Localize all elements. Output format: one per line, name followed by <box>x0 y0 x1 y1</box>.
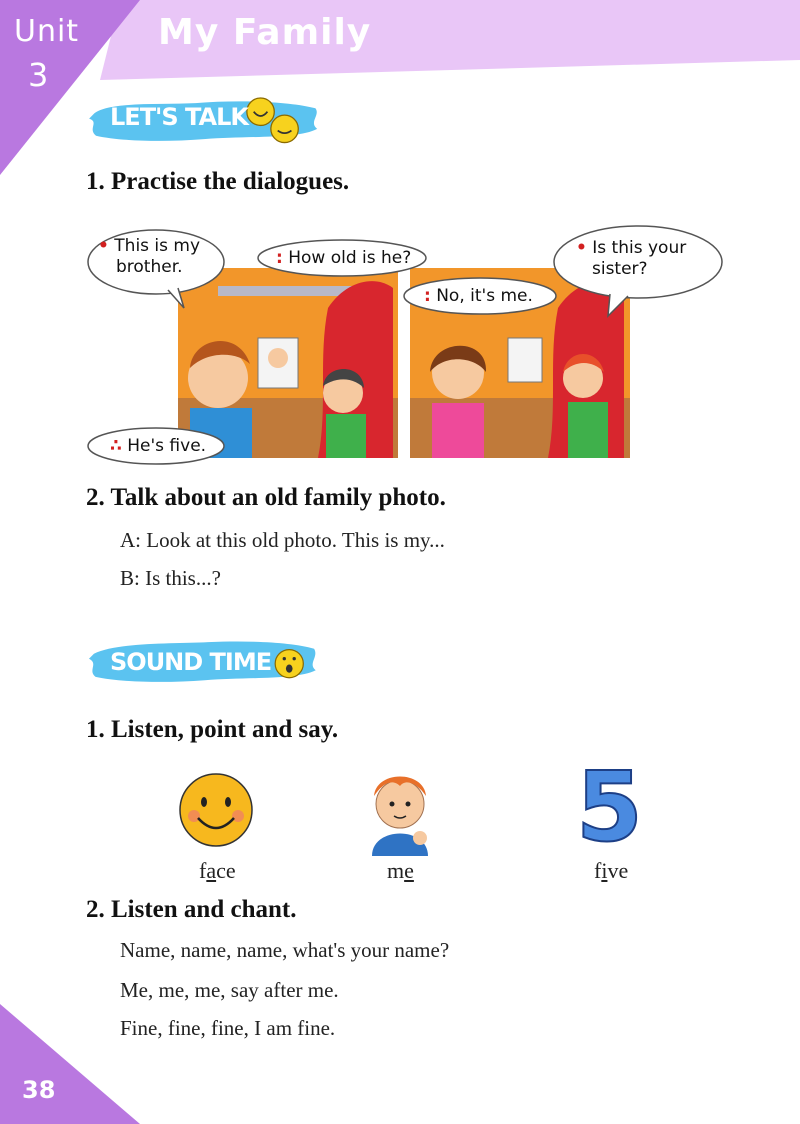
dialogue-line-b: B: Is this...? <box>120 566 221 590</box>
bubble-1-line-1: This is my <box>114 236 201 256</box>
surprised-face-icon <box>275 650 303 678</box>
lets-talk-question-2: 2. Talk about an old family photo. <box>86 484 446 511</box>
bubble-5-line-1: Is this your <box>592 238 687 258</box>
sound-time-question-2: 2. Listen and chant. <box>86 896 297 923</box>
bubble-5-line-2: sister? <box>592 259 648 279</box>
page-number: 38 <box>22 1076 56 1104</box>
laughing-face-icon <box>247 98 274 125</box>
lets-talk-question-1: 1. Practise the dialogues. <box>86 168 350 195</box>
chant-line-1: Name, name, name, what's your name? <box>120 938 450 962</box>
chant-line-2: Me, me, me, say after me. <box>120 978 339 1002</box>
boy-pointing-icon <box>362 766 438 856</box>
sound-word-me: me <box>387 858 414 883</box>
bubble-2-marker: : <box>276 248 283 268</box>
lets-talk-title: LET'S TALK <box>110 103 249 131</box>
smiling-face-icon <box>271 115 298 142</box>
smiley-face-icon <box>178 772 254 848</box>
number-five-glyph: 5 <box>576 751 643 863</box>
bubble-4-text: No, it's me. <box>436 286 533 306</box>
sound-word-face: face <box>199 858 236 883</box>
page-number-tab <box>0 1004 140 1124</box>
sound-time-question-1: 1. Listen, point and say. <box>86 716 339 743</box>
sound-word-five: five <box>594 858 629 883</box>
bubble-1-line-2: brother. <box>116 257 183 277</box>
bubble-3-marker: ∴ <box>110 436 122 456</box>
bubble-4-marker: : <box>424 286 431 306</box>
bubble-3-text: He's five. <box>127 436 207 456</box>
chant-line-3: Fine, fine, fine, I am fine. <box>120 1016 336 1040</box>
number-five-icon <box>576 751 650 863</box>
unit-label: Unit <box>14 14 80 49</box>
bubble-2-text: How old is he? <box>288 248 412 268</box>
unit-number: 3 <box>28 56 49 94</box>
dialogue-line-a: A: Look at this old photo. This is my... <box>120 528 445 552</box>
page-title: My Family <box>158 12 372 53</box>
sound-time-title: SOUND TIME <box>110 648 272 676</box>
bubble-5-marker: • <box>576 238 587 258</box>
bubble-1-marker: • <box>98 236 109 256</box>
